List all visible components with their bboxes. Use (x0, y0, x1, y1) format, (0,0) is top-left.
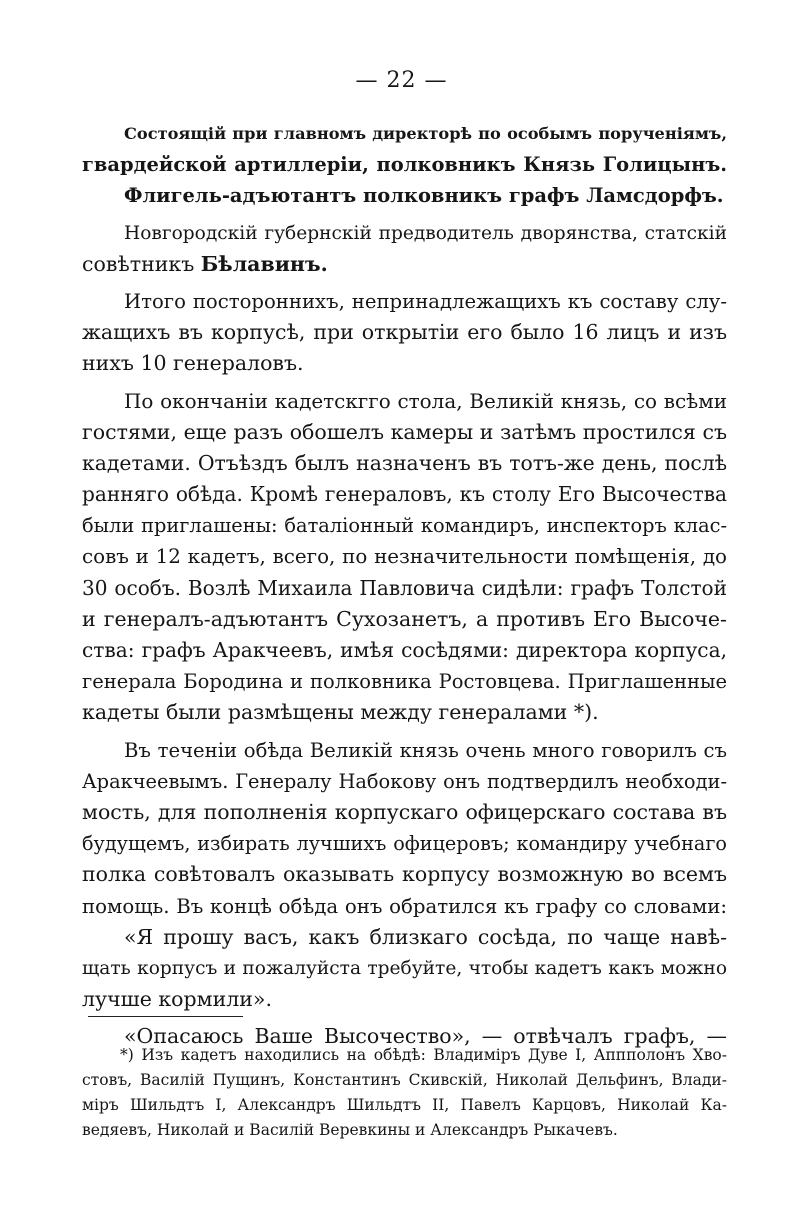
footnote-line: міръ Шильдтъ I, Александръ Шильдтъ II, Павелъ Карцовъ, Николай Ка- (82, 1096, 727, 1114)
text-line: гвардейской артиллеріи, полковникъ Князь Голицынъ. (82, 153, 727, 177)
footnote (82, 1043, 727, 1143)
main-text (82, 118, 727, 1052)
text-line: Аракчеевымъ. Генералу Набокову онъ подтвердилъ необходи- (82, 769, 727, 793)
text-line: будущемъ, избирать лучшихъ офицеровъ; командиру учебнаго (82, 832, 727, 856)
text-line: полка совѣтовалъ оказывать корпусу возможную во всемъ (82, 862, 727, 887)
text-line: и генералъ-адъютантъ Сухозанетъ, а противъ Его Высоче- (82, 606, 727, 631)
text-line: щать корпусъ и пожалуйста требуйте, чтобы кадетъ какъ можно (82, 957, 727, 979)
text-line: ства: графъ Аракчеевъ, имѣя сосѣдями: директора корпуса, (82, 638, 727, 662)
text-line: 30 особъ. Возлѣ Михаила Павловича сидѣли: графъ Толстой (82, 575, 727, 600)
text-line: лучше кормили». (82, 987, 272, 1012)
text-line: ранняго обѣда. Кромѣ генераловъ, къ столу Его Высочества (82, 482, 727, 507)
text-line: генерала Бородина и полковника Ростовцева. Приглашенные (82, 670, 727, 694)
text-line: Флигель-адъютантъ полковникъ графъ Ламсдорфъ. (124, 184, 724, 208)
text-line: кадетами. Отъѣздъ былъ назначенъ въ тотъ-же день, послѣ (82, 450, 727, 475)
text-line: мость, для пополненія корпускаго офицерскаго состава въ (82, 799, 727, 824)
text-line: нихъ 10 генераловъ. (82, 351, 304, 376)
footnote-line: *) Изъ кадетъ находились на обѣдѣ: Владиміръ Дуве I, Аппполонъ Хво- (120, 1046, 727, 1064)
footnote-line: стовъ, Василій Пущинъ, Константинъ Скивскій, Николай Дельфинъ, Влади- (82, 1071, 727, 1089)
text-line: Итого постороннихъ, непринадлежащихъ къ составу слу- (124, 289, 727, 313)
text-line: гостями, еще разъ обошелъ камеры и затѣмъ простился съ (82, 419, 727, 444)
text-line: кадеты были размѣщены между генералами *). (82, 700, 599, 725)
footnote-rule (88, 1016, 243, 1017)
text-line: Состоящій при главномъ директорѣ по особымъ порученіямъ, (124, 124, 727, 143)
page-number: — 22 — (355, 68, 448, 93)
text-line: Новгородскій губернскій предводитель дворянства, статскій (124, 222, 727, 244)
text-line: По окончаніи кадетскгго стола, Великій князь, со всѣми (124, 388, 727, 413)
text-line: помощь. Въ концѣ обѣда онъ обратился къ графу со словами: (82, 894, 727, 918)
text-line: были приглашены: баталіонный командиръ, инспекторъ клас- (82, 514, 727, 538)
text-line: совѣтникъ Бѣлавинъ. (82, 251, 328, 276)
text-line: Въ теченіи обѣда Великій князь очень много говорилъ съ (124, 738, 727, 762)
footnote-line: ведяевъ, Николай и Василій Веревкины и Александръ Рыкачевъ. (82, 1121, 618, 1139)
text-line: «Я прошу васъ, какъ близкаго сосѣда, по чаще навѣ- (124, 924, 727, 949)
text-line: «Опасаюсь Ваше Высочество», — отвѣчалъ графъ, — (124, 1024, 727, 1049)
text-line: жащихъ въ корпусѣ, при открытіи его было 16 лицъ и изъ (82, 320, 727, 345)
text-line: совъ и 12 кадетъ, всего, по незначительности помѣщенія, до (82, 545, 727, 569)
